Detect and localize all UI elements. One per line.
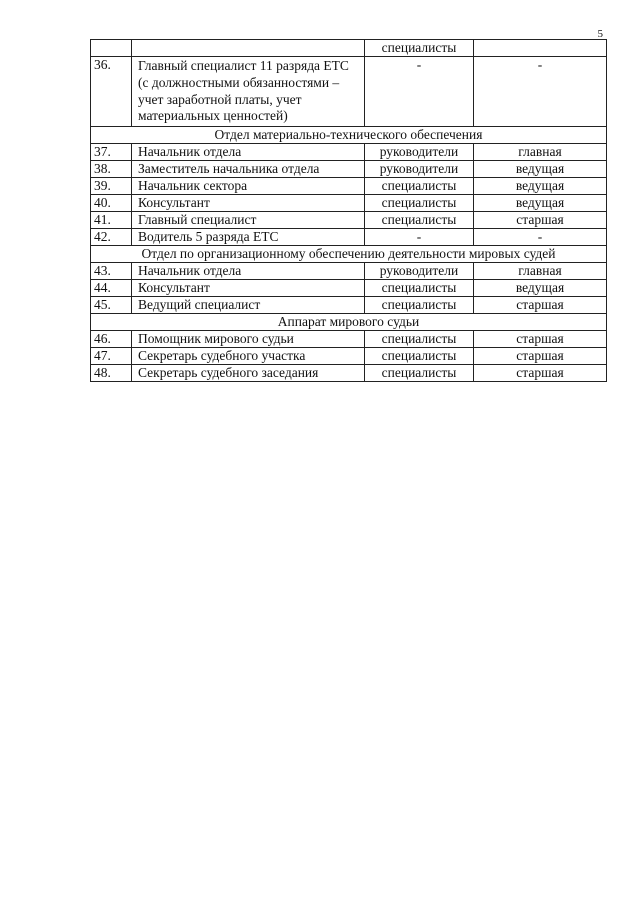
table-row bbox=[91, 40, 607, 57]
row-number: 45. bbox=[91, 297, 132, 314]
position-category: старшая bbox=[474, 331, 607, 348]
section-header-row bbox=[91, 127, 607, 144]
position-name: Главный специалист bbox=[132, 212, 365, 229]
row-number: 46. bbox=[91, 331, 132, 348]
position-name: Начальник отдела bbox=[132, 263, 365, 280]
table-row bbox=[91, 57, 607, 127]
section-title: Отдел по организационному обеспечению деятельности мировых судей bbox=[91, 246, 607, 263]
position-group: специалисты bbox=[365, 212, 474, 229]
row-number: 47. bbox=[91, 348, 132, 365]
position-group: специалисты bbox=[365, 331, 474, 348]
position-name: Главный специалист 11 разряда ЕТС (с должностными обязанностями – учет заработной платы, учет материальных ценностей) bbox=[132, 57, 365, 127]
section-title: Отдел материально-технического обеспечения bbox=[91, 127, 607, 144]
position-group: руководители bbox=[365, 144, 474, 161]
position-name: Заместитель начальника отдела bbox=[132, 161, 365, 178]
position-name: Секретарь судебного участка bbox=[132, 348, 365, 365]
position-group: специалисты bbox=[365, 297, 474, 314]
position-category: ведущая bbox=[474, 195, 607, 212]
position-group: специалисты bbox=[365, 178, 474, 195]
row-number: 42. bbox=[91, 229, 132, 246]
position-group: специалисты bbox=[365, 195, 474, 212]
position-category: - bbox=[474, 57, 607, 127]
row-number: 37. bbox=[91, 144, 132, 161]
table-row bbox=[91, 297, 607, 314]
position-group: руководители bbox=[365, 263, 474, 280]
section-header-row bbox=[91, 314, 607, 331]
position-category: старшая bbox=[474, 297, 607, 314]
position-category: - bbox=[474, 229, 607, 246]
position-group: специалисты bbox=[365, 280, 474, 297]
row-number: 36. bbox=[91, 57, 132, 127]
position-name bbox=[132, 40, 365, 57]
table-row bbox=[91, 178, 607, 195]
position-category: ведущая bbox=[474, 161, 607, 178]
position-category: старшая bbox=[474, 365, 607, 382]
position-name: Начальник отдела bbox=[132, 144, 365, 161]
table-row bbox=[91, 144, 607, 161]
row-number: 39. bbox=[91, 178, 132, 195]
table-row bbox=[91, 229, 607, 246]
table-row bbox=[91, 195, 607, 212]
section-title: Аппарат мирового судьи bbox=[91, 314, 607, 331]
row-number: 43. bbox=[91, 263, 132, 280]
positions-table bbox=[90, 39, 607, 382]
table-row bbox=[91, 212, 607, 229]
position-category: ведущая bbox=[474, 280, 607, 297]
table-row bbox=[91, 365, 607, 382]
position-category: ведущая bbox=[474, 178, 607, 195]
position-category: старшая bbox=[474, 348, 607, 365]
position-group: специалисты bbox=[365, 365, 474, 382]
position-name: Водитель 5 разряда ЕТС bbox=[132, 229, 365, 246]
position-name: Консультант bbox=[132, 280, 365, 297]
position-group: - bbox=[365, 57, 474, 127]
position-name: Помощник мирового судьи bbox=[132, 331, 365, 348]
section-header-row bbox=[91, 246, 607, 263]
table-row bbox=[91, 331, 607, 348]
table-row bbox=[91, 263, 607, 280]
row-number: 41. bbox=[91, 212, 132, 229]
position-group: - bbox=[365, 229, 474, 246]
position-category bbox=[474, 40, 607, 57]
position-name: Консультант bbox=[132, 195, 365, 212]
row-number bbox=[91, 40, 132, 57]
row-number: 44. bbox=[91, 280, 132, 297]
table-row bbox=[91, 161, 607, 178]
table-row bbox=[91, 280, 607, 297]
position-group: специалисты bbox=[365, 348, 474, 365]
row-number: 48. bbox=[91, 365, 132, 382]
position-name: Ведущий специалист bbox=[132, 297, 365, 314]
page-number: 5 bbox=[597, 28, 603, 40]
position-name: Секретарь судебного заседания bbox=[132, 365, 365, 382]
position-name: Начальник сектора bbox=[132, 178, 365, 195]
position-category: главная bbox=[474, 144, 607, 161]
row-number: 38. bbox=[91, 161, 132, 178]
position-category: главная bbox=[474, 263, 607, 280]
position-group: руководители bbox=[365, 161, 474, 178]
position-group: специалисты bbox=[365, 40, 474, 57]
position-category: старшая bbox=[474, 212, 607, 229]
row-number: 40. bbox=[91, 195, 132, 212]
table-row bbox=[91, 348, 607, 365]
